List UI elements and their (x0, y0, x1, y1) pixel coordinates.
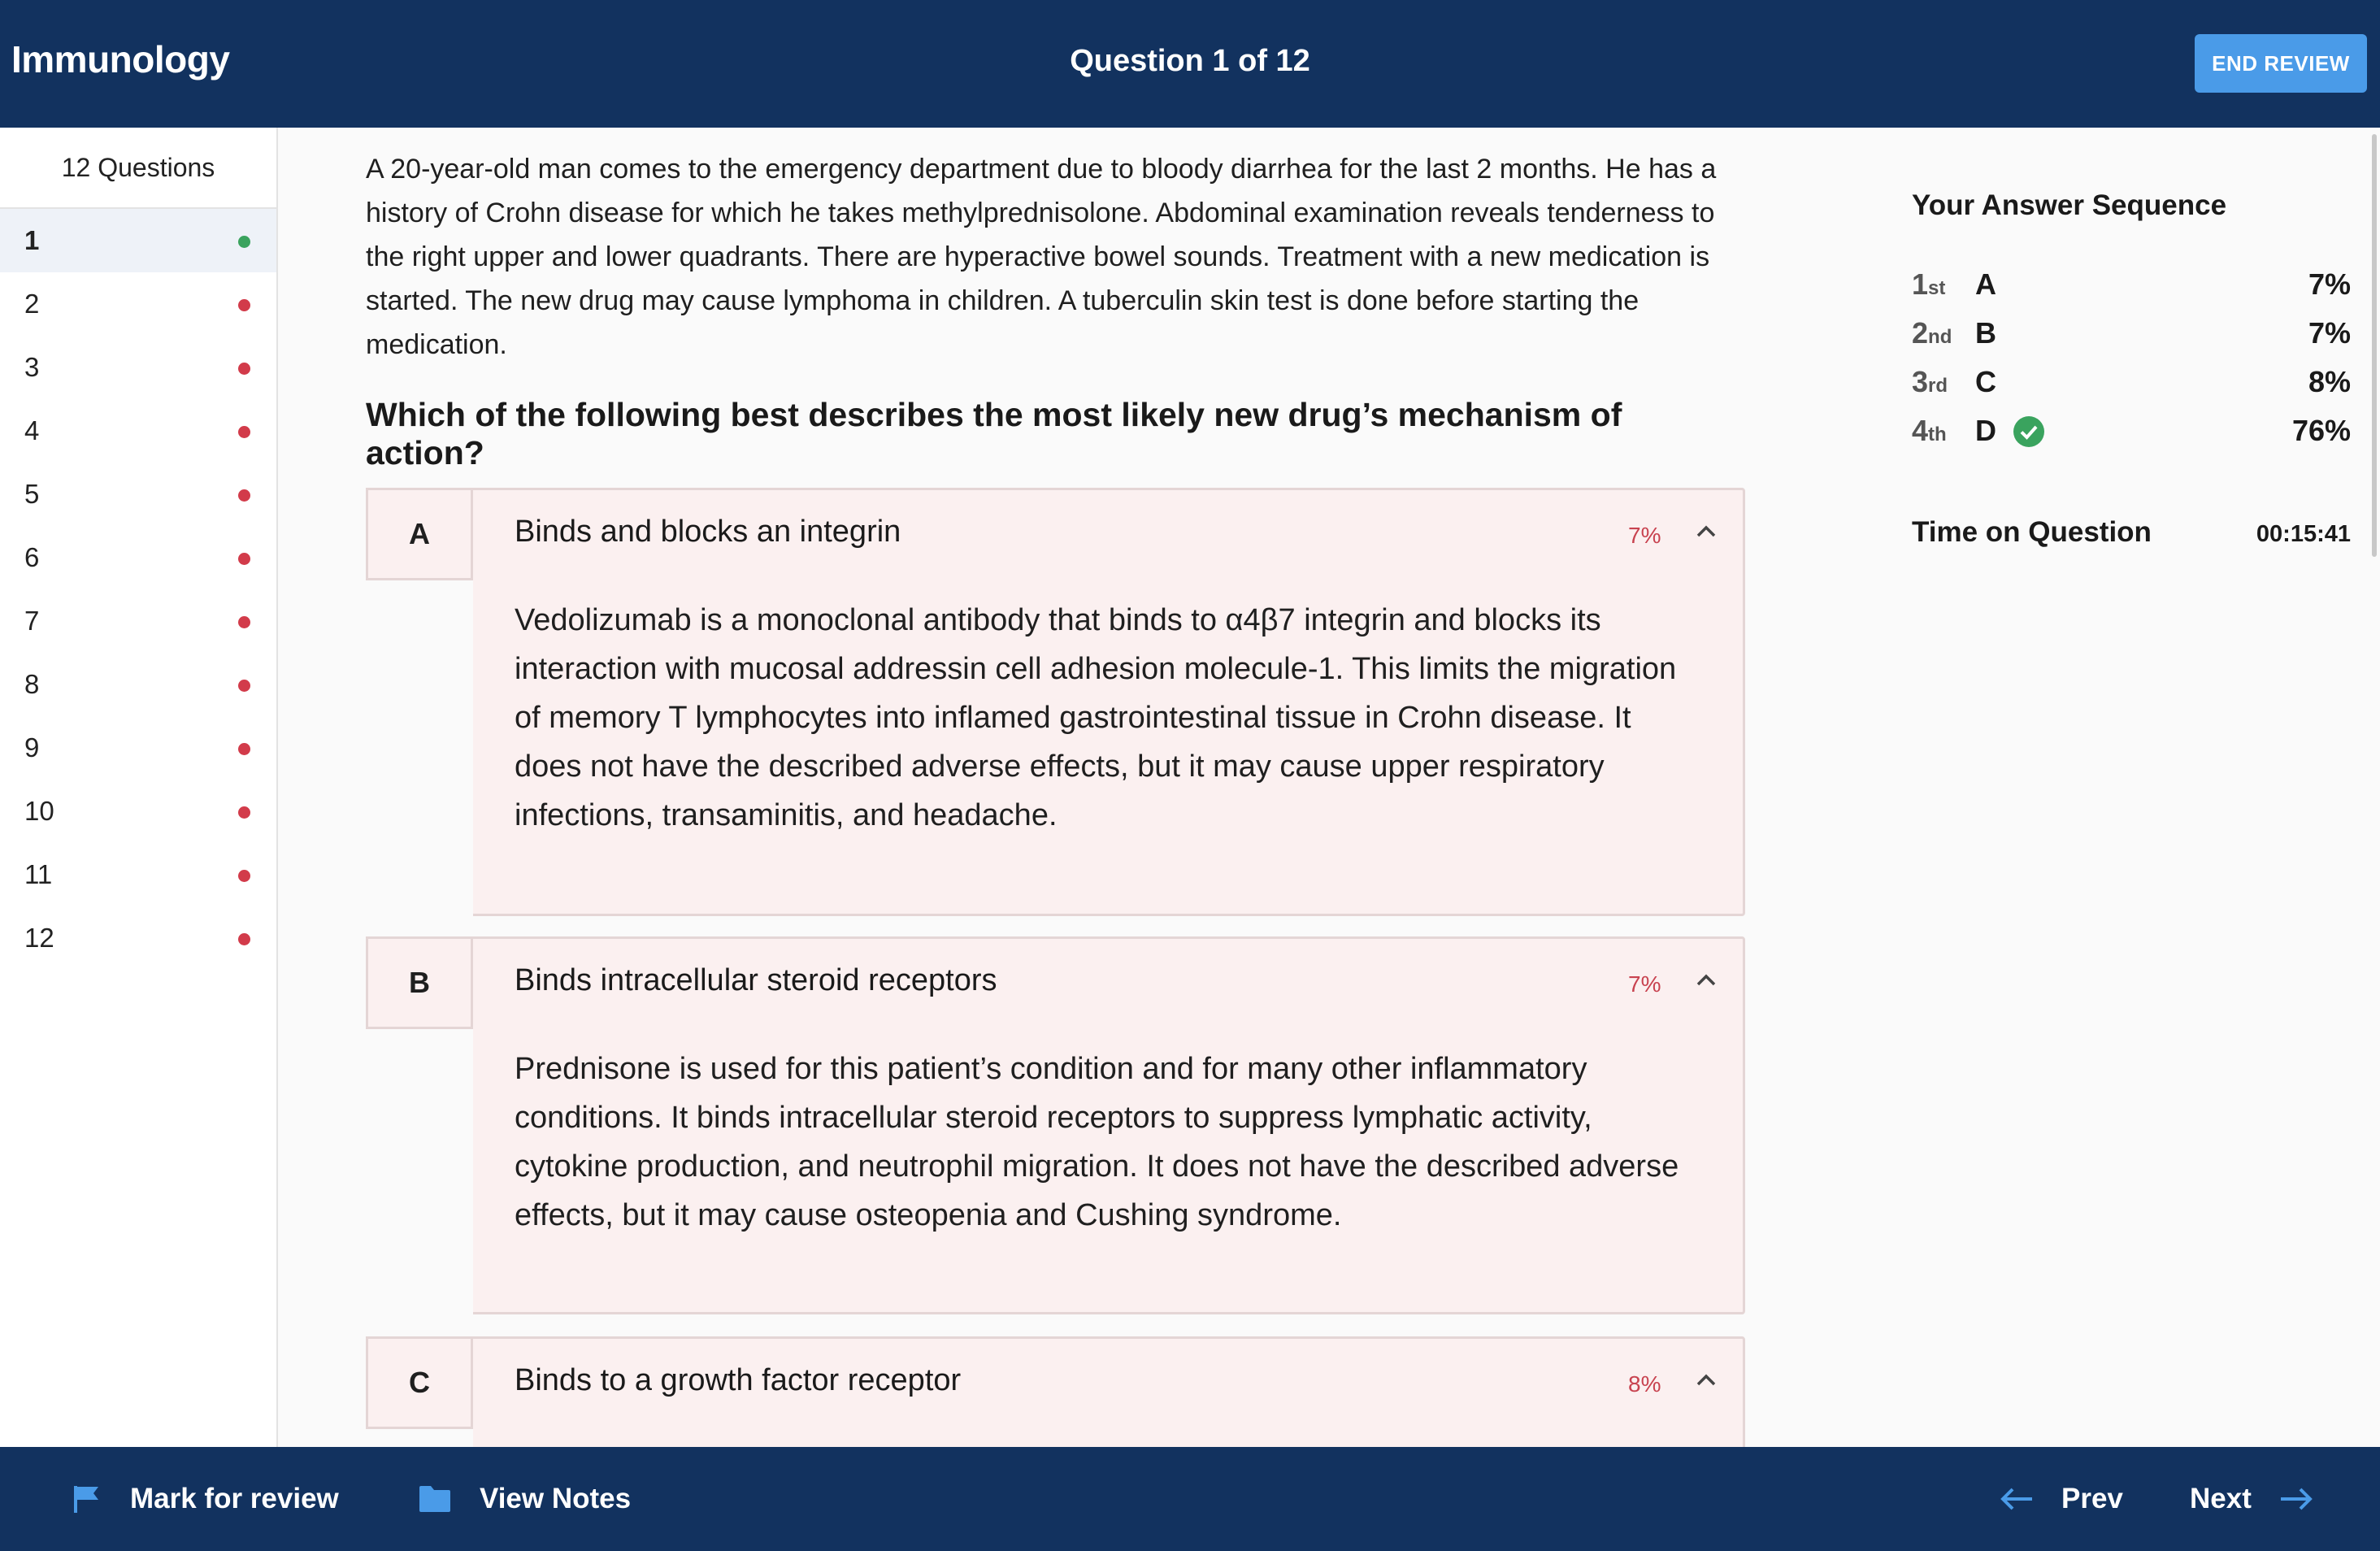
bottom-bar (0, 1447, 2380, 1551)
answer-panel (1912, 128, 2351, 1447)
choice-letter: B (366, 936, 473, 1029)
content-scrollbar[interactable] (2372, 134, 2377, 557)
sequence-letter: C (1975, 365, 1996, 398)
sequence-row (1912, 414, 2351, 459)
question-number: 4 (24, 415, 40, 445)
top-bar (0, 0, 2380, 128)
question-prompt: Which of the following best describes the most likely new drug’s mechanism of action? (366, 396, 1622, 471)
mark-for-review-label: Mark for review (130, 1483, 339, 1514)
question-number: 5 (24, 479, 40, 509)
question-number: 3 (24, 352, 40, 382)
chevron-up-icon[interactable] (1693, 970, 1719, 989)
choice-percent: 8% (1628, 1371, 1661, 1397)
prev-label: Prev (2061, 1483, 2123, 1514)
choice-title: Binds and blocks an integrin (515, 515, 901, 549)
time-on-question-value: 00:15:41 (2256, 521, 2351, 547)
chevron-up-icon[interactable] (1693, 521, 1719, 541)
status-dot (238, 426, 250, 438)
question-number: 6 (24, 542, 40, 572)
status-dot (238, 553, 250, 565)
sequence-ordinal: 4th (1912, 414, 1947, 447)
question-number: 10 (24, 796, 54, 826)
sidebar-item-12[interactable] (0, 906, 276, 970)
check-circle-icon (2013, 415, 2045, 448)
sequence-row (1912, 267, 2351, 313)
sequence-percent: 8% (2308, 365, 2351, 398)
question-stem: A 20-year-old man comes to the emergency department due to bloody diarrhea for the last 2 months. He has a history of Crohn disease for which he takes methylprednisolone. Abdominal examination reveals tenderness to the right upper and lower quadrants. There are hyperactive bowel sounds. Treatment with a new medication is started. The new drug may cause lymphoma in children. A tuberculin skin test is done before starting the medication. (366, 154, 1717, 360)
answer-sequence-title: Your Answer Sequence (1912, 189, 2227, 221)
answer-choice-a[interactable] (366, 488, 1745, 916)
sidebar-heading: 12 Questions (0, 128, 276, 209)
sidebar-item-2[interactable] (0, 272, 276, 336)
status-dot (238, 743, 250, 755)
view-notes-label: View Notes (480, 1483, 632, 1514)
question-number: 2 (24, 289, 40, 319)
sidebar-item-7[interactable] (0, 589, 276, 653)
choice-explanation: Vedolizumab is a monoclonal antibody that binds to α4β7 integrin and blocks its interaction with mucosal addressin cell adhesion molecule-1. This limits the migration of memory T lymphocytes into inflamed gastrointestinal tissue in Crohn disease. It does not have the described adverse effects, but it may cause upper respiratory infections, transaminitis, and headache. (515, 603, 1677, 832)
sequence-percent: 76% (2291, 414, 2351, 447)
status-dot (238, 680, 250, 692)
choice-spacer (366, 1429, 473, 1447)
question-number: 12 (24, 923, 54, 953)
sidebar-item-6[interactable] (0, 526, 276, 589)
answer-choice-b[interactable] (366, 936, 1745, 1314)
sequence-letter: B (1975, 316, 1996, 350)
sidebar-item-11[interactable] (0, 843, 276, 906)
sequence-letter: D (1975, 414, 1996, 447)
flag-icon (72, 1484, 102, 1514)
next-label: Next (2190, 1483, 2252, 1514)
sidebar-item-1[interactable] (0, 209, 276, 272)
choice-letter: A (366, 488, 473, 580)
choice-explanation: Prednisone is used for this patient’s condition and for many other inflammatory conditions. It binds intracellular steroid receptors to suppress lymphatic activity, cytokine production, and neutrophil migration. It does not have the described adverse effects, but it may cause osteopenia and Cushing syndrome. (515, 1052, 1679, 1232)
sequence-row (1912, 316, 2351, 362)
sidebar-item-10[interactable] (0, 780, 276, 843)
sequence-ordinal: 1st (1912, 267, 1946, 301)
view-notes-button[interactable] (418, 1447, 631, 1551)
status-dot (238, 806, 250, 819)
choice-title: Binds intracellular steroid receptors (515, 963, 997, 997)
status-dot (238, 870, 250, 882)
status-dot (238, 933, 250, 945)
next-button[interactable] (2190, 1447, 2313, 1551)
question-number: 8 (24, 669, 40, 699)
status-dot (238, 299, 250, 311)
question-number: 1 (24, 225, 40, 255)
choice-title: Binds to a growth factor receptor (515, 1363, 962, 1397)
chevron-up-icon[interactable] (1693, 1370, 1719, 1389)
sidebar-item-8[interactable] (0, 653, 276, 716)
answer-choice-c[interactable] (366, 1336, 1745, 1447)
sidebar-item-3[interactable] (0, 336, 276, 399)
arrow-left-icon (2000, 1486, 2034, 1512)
folder-icon (418, 1484, 452, 1514)
mark-for-review-button[interactable] (72, 1447, 339, 1551)
arrow-right-icon (2279, 1486, 2313, 1512)
question-counter: Question 1 of 12 (1070, 44, 1310, 78)
time-on-question-label: Time on Question (1912, 516, 2152, 548)
question-number: 9 (24, 732, 40, 762)
sidebar-item-5[interactable] (0, 463, 276, 526)
choice-percent: 7% (1628, 971, 1661, 997)
sidebar-item-9[interactable] (0, 716, 276, 780)
sidebar-item-4[interactable] (0, 399, 276, 463)
choice-percent: 7% (1628, 523, 1661, 548)
sequence-row (1912, 365, 2351, 411)
end-review-button[interactable]: END REVIEW (2195, 34, 2367, 93)
sequence-letter: A (1975, 267, 1996, 301)
sequence-ordinal: 3rd (1912, 365, 1948, 398)
prev-button[interactable] (2000, 1447, 2123, 1551)
sequence-percent: 7% (2308, 267, 2351, 301)
status-dot (238, 616, 250, 628)
choice-spacer (366, 580, 473, 916)
status-dot (238, 489, 250, 502)
status-dot (238, 363, 250, 375)
status-dot (238, 236, 250, 248)
sequence-ordinal: 2nd (1912, 316, 1952, 350)
choice-letter: C (366, 1336, 473, 1429)
app-title: Immunology (11, 38, 230, 80)
question-number: 7 (24, 606, 40, 636)
question-content (366, 128, 1748, 1447)
choice-spacer (366, 1029, 473, 1314)
question-sidebar (0, 128, 278, 1447)
question-number: 11 (24, 859, 53, 889)
sequence-percent: 7% (2308, 316, 2351, 350)
